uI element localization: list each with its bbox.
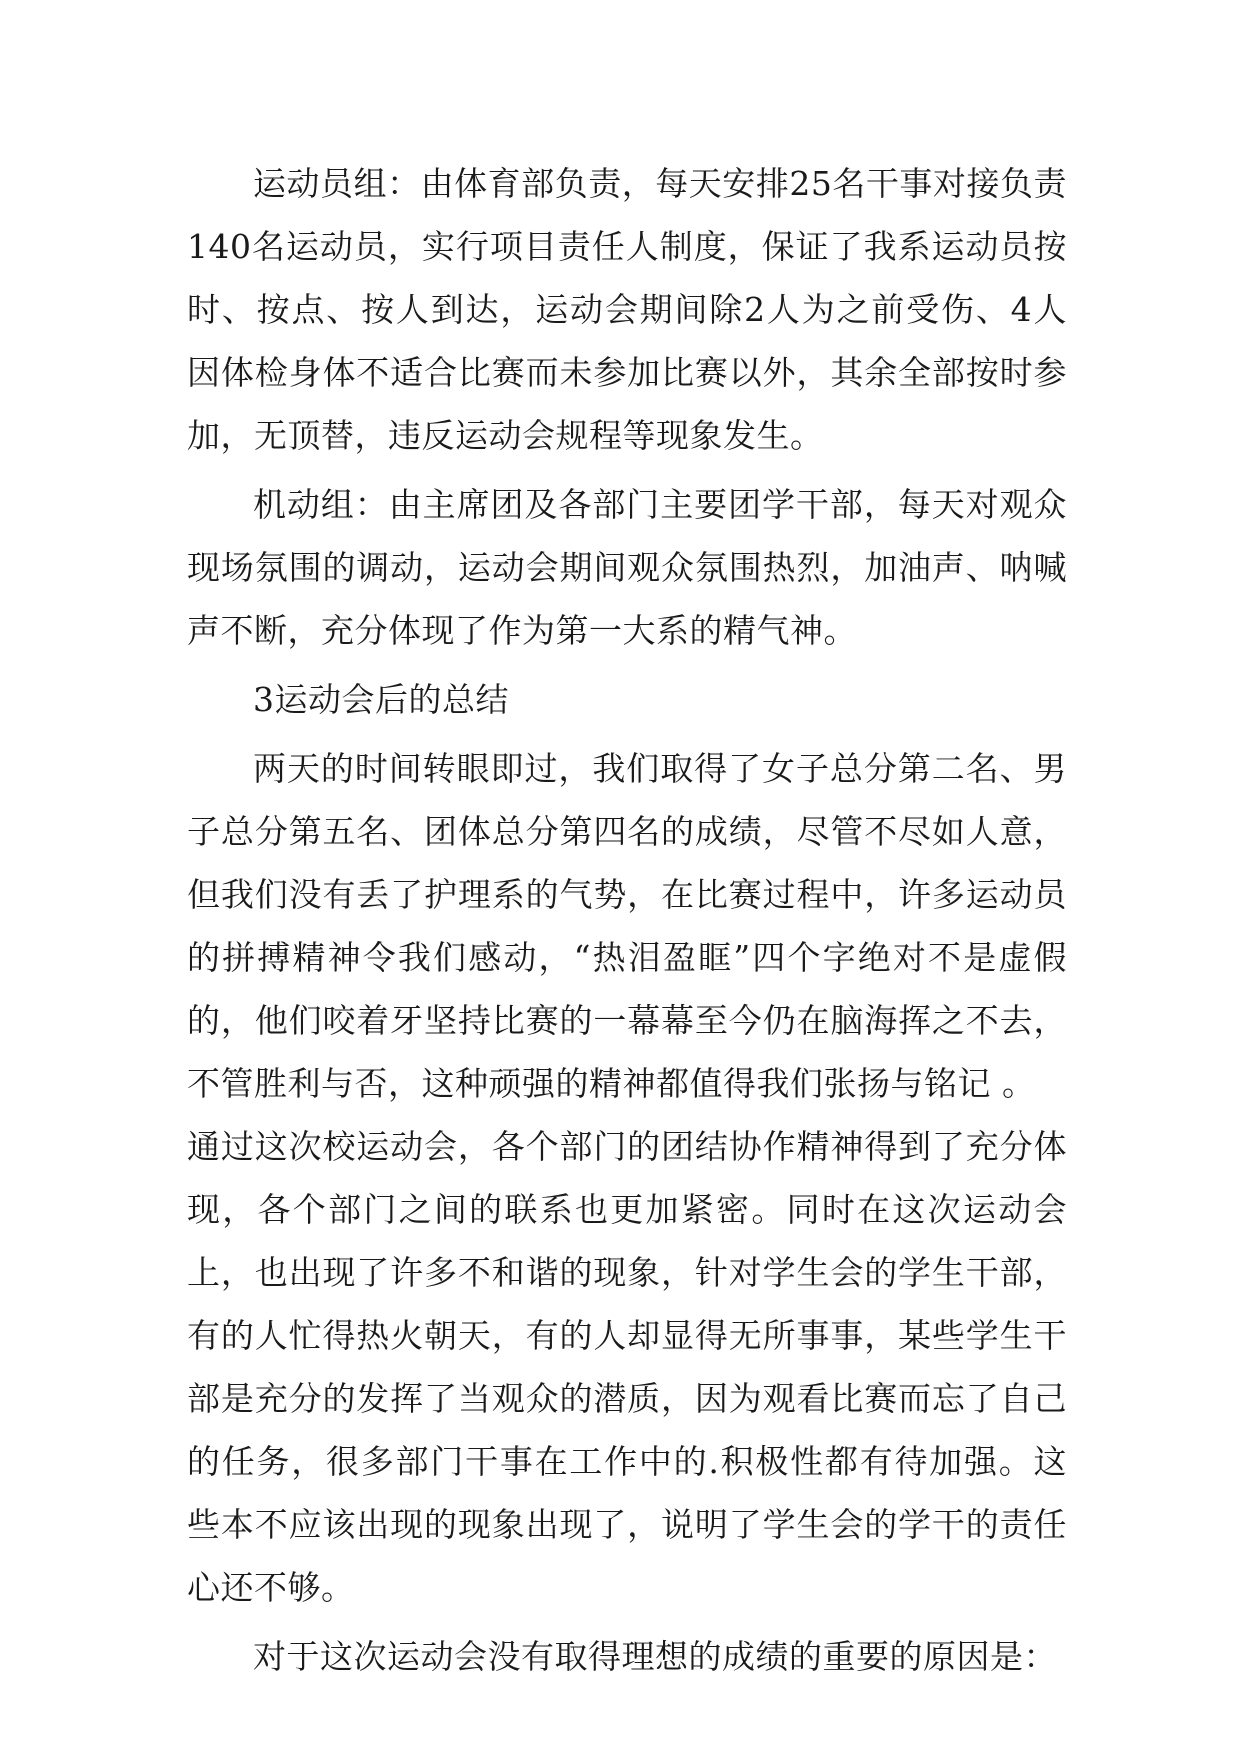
section-heading-summary: 3运动会后的总结	[253, 680, 509, 719]
paragraph-mobile-group: 机动组：由主席团及各部门主要团学干部，每天对观众现场氛围的调动，运动会期间观众氛围热烈，加油声、呐喊声不断，充分体现了作为第一大系的精气神。	[187, 485, 1067, 650]
paragraph-reflection: 通过这次校运动会，各个部门的团结协作精神得到了充分体现，各个部门之间的联系也更加紧密。同时在这次运动会上，也出现了许多不和谐的现象，针对学生会的学生干部，有的人忙得热火朝天，有的人却显得无所事事，某些学生干部是充分的发挥了当观众的潜质，因为观看比赛而忘了自己的任务，很多部门干事在工作中的.积极性都有待加强。这些本不应该出现的现象出现了，说明了学生会的学干的责任心还不够。	[187, 1127, 1067, 1607]
paragraph-athlete-group: 运动员组：由体育部负责，每天安排25名干事对接负责140名运动员，实行项目责任人制度，保证了我系运动员按时、按点、按人到达，运动会期间除2人为之前受伤、4人因体检身体不适合比赛而未参加比赛以外，其余全部按时参加，无顶替，违反运动会规程等现象发生。	[187, 164, 1067, 455]
paragraph-reasons-intro: 对于这次运动会没有取得理想的成绩的重要的原因是：	[253, 1637, 1057, 1676]
paragraph-results: 两天的时间转眼即过，我们取得了女子总分第二名、男子总分第五名、团体总分第四名的成绩，尽管不尽如人意，但我们没有丢了护理系的气势，在比赛过程中，许多运动员的拼搏精神令我们感动，“热泪盈眶”四个字绝对不是虚假的，他们咬着牙坚持比赛的一幕幕至今仍在脑海挥之不去，不管胜利与否，这种顽强的精神都值得我们张扬与铭记 。	[187, 749, 1067, 1103]
document-body	[187, 152, 1067, 1688]
